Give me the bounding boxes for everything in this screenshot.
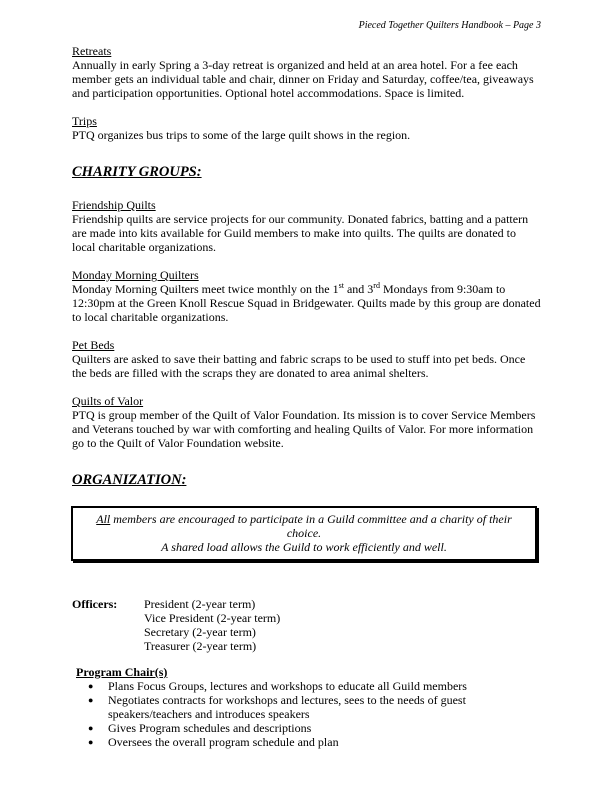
officer-item: Secretary (2-year term) <box>144 625 256 639</box>
pet-beds-body: Quilters are asked to save their batting and fabric scraps to be used to stuff into pet beds. Once the beds are filled with the scraps they are donated to area animal shelters. <box>72 352 526 380</box>
page-content <box>72 44 542 749</box>
quilts-of-valor-body: PTQ is group member of the Quilt of Valor Foundation. Its mission is to cover Service Members and Veterans touched by war with comforting and healing Quilts of Valor. For more information go to the Quilt of Valor Foundation website. <box>72 408 536 450</box>
friendship-quilts-section <box>72 198 542 254</box>
charity-groups-title-text: CHARITY GROUPS <box>72 164 197 180</box>
trips-section <box>72 114 542 142</box>
monday-body-part1: Monday Morning Quilters meet twice monthly on the 1 <box>72 282 339 296</box>
organization-title-text: ORGANIZATION <box>72 472 182 488</box>
quilts-of-valor-section <box>72 394 542 450</box>
program-duty-item: ● Gives Program schedules and descriptions <box>108 721 542 735</box>
officers-list <box>144 597 280 653</box>
charity-groups-title-colon: : <box>196 164 202 180</box>
monday-morning-quilters-body <box>72 282 542 324</box>
monday-body-part2: and 3 <box>343 282 374 296</box>
officer-item: Vice President (2-year term) <box>144 611 281 625</box>
program-duty-item: ● Plans Focus Groups, lectures and workshops to educate all Guild members <box>108 679 542 693</box>
officer-item: President (2-year term) <box>144 597 256 611</box>
program-chairs-list <box>72 679 542 749</box>
running-header: Pieced Together Quilters Handbook – Page 3 <box>358 20 541 31</box>
callout-line-1-rest: members are encouraged to participate in a Guild committee and a charity of their choice. <box>110 512 512 540</box>
program-duty-item: ● Oversees the overall program schedule and plan <box>108 735 542 749</box>
friendship-quilts-body: Friendship quilts are service projects for our community. Donated fabrics, batting and a pattern are made into kits available for Guild members to make into quilts. The quilts are donated to local charitable organizations. <box>72 212 529 254</box>
monday-body-part3: Mondays from 9:30am to 12:30pm at the Green Knoll Rescue Squad in Bridgewater. Quilts made by this group are donated to local charitable organizations. <box>72 282 541 324</box>
monday-sup-rd: rd <box>373 281 380 290</box>
participation-callout-box <box>71 506 537 561</box>
monday-morning-quilters-section <box>72 268 542 324</box>
retreats-heading: Retreats <box>72 44 112 58</box>
pet-beds-section <box>72 338 542 380</box>
charity-groups-title <box>72 164 542 180</box>
retreats-body: Annually in early Spring a 3-day retreat is organized and held at an area hotel. For a fee each member gets an individual table and chair, dinner on Friday and Saturday, coffee/tea, giveaways and participation opportunities. Optional hotel accommodations. Space is limited. <box>72 58 534 100</box>
friendship-quilts-heading: Friendship Quilts <box>72 198 156 212</box>
officers-section <box>72 597 542 653</box>
pet-beds-heading: Pet Beds <box>72 338 115 352</box>
callout-all: All <box>96 512 111 526</box>
officer-item: Treasurer (2-year term) <box>144 639 257 653</box>
organization-title-colon: : <box>181 472 187 488</box>
retreats-section <box>72 44 542 100</box>
trips-body: PTQ organizes bus trips to some of the large quilt shows in the region. <box>72 128 411 142</box>
officers-label: Officers: <box>72 597 118 611</box>
program-chairs-heading: Program Chair(s) <box>76 665 168 679</box>
monday-morning-quilters-heading: Monday Morning Quilters <box>72 268 199 282</box>
program-duty-item: ● Negotiates contracts for workshops and lectures, sees to the needs of guest speakers/teachers and introduces speakers <box>108 693 542 721</box>
trips-heading: Trips <box>72 114 97 128</box>
quilts-of-valor-heading: Quilts of Valor <box>72 394 144 408</box>
callout-line-1 <box>79 512 529 540</box>
monday-sup-st: st <box>338 281 344 290</box>
callout-line-2: A shared load allows the Guild to work efficiently and well. <box>161 540 447 554</box>
organization-title <box>72 472 542 488</box>
